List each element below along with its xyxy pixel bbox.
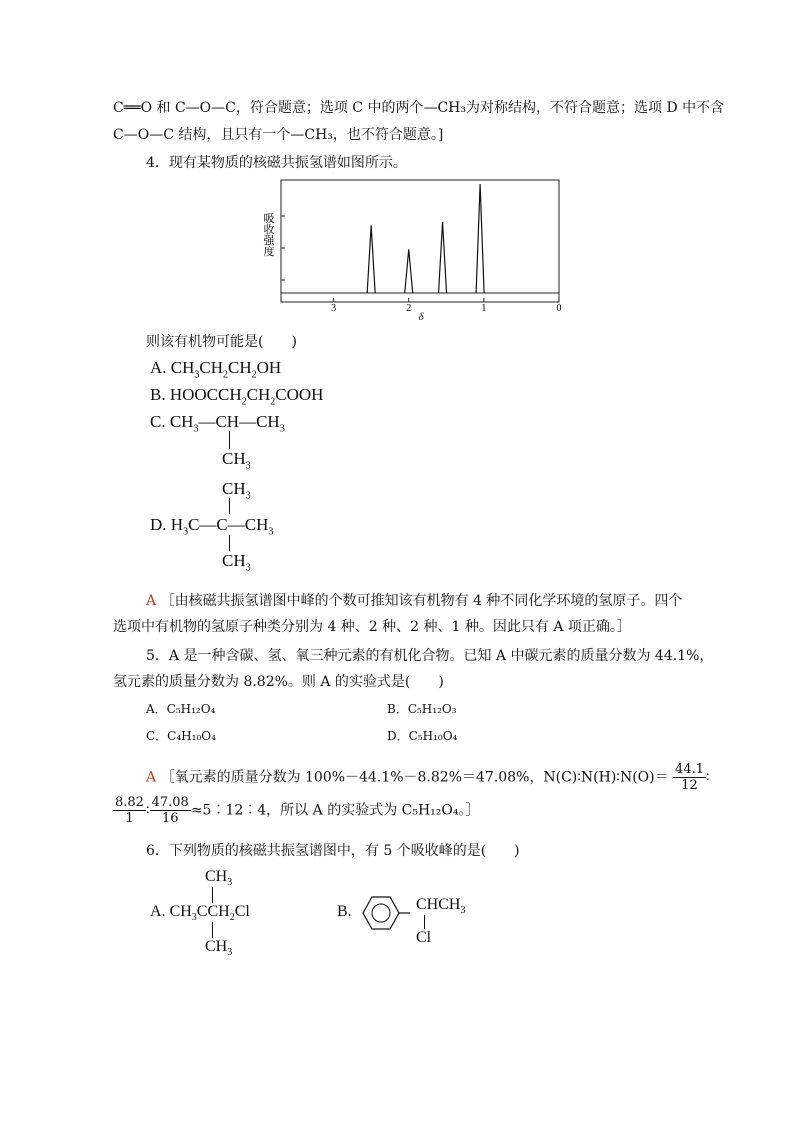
q6-a-bottom-bond: [212, 922, 213, 938]
spectrum-peak-1: [367, 225, 375, 293]
q5-option-c: C．C₄H₁₀O₄: [146, 729, 216, 743]
fraction-c-numerator: 44.1: [675, 762, 704, 777]
q4-option-b: B. $HOOCCH_2CH_2COOH$: [150, 385, 324, 408]
option-d-label: D.: [150, 515, 167, 534]
fraction-o-numerator: 47.08: [151, 795, 189, 810]
q4-option-a: A. $CH_3CH_2CH_2OH$: [150, 358, 282, 381]
q5-stem-line-1: 5．A 是一种含碳、氢、氧三种元素的有机化合物。已知 A 中碳元素的质量分数为 44.1%，: [146, 648, 714, 664]
q6-option-b-label: B.: [337, 903, 352, 920]
fraction-c: [673, 762, 706, 793]
x-tick-label: 1: [481, 303, 487, 314]
option-d-top-bond: [229, 498, 230, 514]
y-axis-label: 吸收强度: [263, 213, 275, 258]
fraction-o-denominator: 16: [161, 811, 179, 826]
q5-answer-text-2: ≈5∶12∶4，所以 A 的实验式为 C₅H₁₂O₄。］: [190, 802, 480, 819]
q6-option-a: A. $CH_3CCH_2Cl$: [150, 903, 250, 924]
q4-answer-line-1: [146, 590, 682, 610]
x-tick-label: 2: [406, 303, 412, 314]
fraction-h-numerator: 8.82: [115, 795, 144, 810]
chart-frame: [281, 180, 559, 302]
option-d-top-methyl: $CH_3$: [222, 479, 251, 502]
q5-answer-line-2: $\frac{8.82}{1}$ ∶ $\frac{47.08}{16}$ ≈5∶12∶4，所以 A 的实验式为 C₅H₁₂O₄。］: [115, 795, 480, 826]
option-b-label: B.: [150, 385, 166, 404]
x-tick-label: 0: [556, 303, 562, 314]
x-axis-label: δ: [418, 311, 424, 322]
q6-a-top-bond: [212, 887, 213, 903]
option-d-bottom-methyl: $CH_3$: [222, 551, 251, 574]
spectrum-peak-4: [476, 184, 484, 293]
q4-option-d: D. $H_3C—C—CH_3$: [150, 515, 274, 538]
q4-answer-letter: A: [146, 593, 157, 609]
q5-answer-letter: A: [146, 769, 157, 786]
spectrum-peak-3: [439, 222, 447, 293]
spectrum-peak-2: [405, 249, 413, 293]
fraction-o: [150, 795, 191, 826]
q6-b-bond: [424, 915, 425, 929]
q5-answer-text-1: ［氧元素的质量分数为 100%－44.1%－8.82%＝47.08%，N(C)∶N(H)∶N(O)＝: [160, 769, 669, 786]
nmr-spectrum-chart: [255, 172, 575, 322]
fraction-h-denominator: 1: [125, 811, 134, 826]
q4-stem: 4．现有某物质的核磁共振氢谱如图所示。: [146, 155, 407, 171]
fraction-h: [113, 795, 146, 826]
option-c-methyl: $CH_3$: [222, 449, 251, 472]
continuation-line-1: C══O 和 C—O—C，符合题意；选项 C 中的两个—CH₃为对称结构，不符合题意；选项 D 中不含: [113, 100, 725, 116]
q4-option-c: C. $CH_3—CH—CH_3$: [150, 412, 285, 435]
option-c-bond: [229, 431, 230, 449]
q6-option-a-label: A.: [150, 903, 166, 920]
q6-b-chlorine: Cl: [416, 929, 432, 946]
q5-option-d: D．C₅H₁₀O₄: [387, 729, 458, 743]
q6-stem: 6．下列物质的核磁共振氢谱图中，有 5 个吸收峰的是( ): [146, 843, 520, 859]
q4-answer-text-1: ［由核磁共振氢谱图中峰的个数可推知该有机物有 4 种不同化学环境的氢原子。四个: [160, 593, 683, 609]
q6-a-top-methyl: $CH_3$: [205, 868, 233, 889]
option-c-label: C.: [150, 412, 166, 431]
q4-ask: 则该有机物可能是( ): [146, 334, 297, 350]
q6-b-chain: $CHCH_3$: [416, 896, 466, 917]
q5-option-a: A．C₅H₁₂O₄: [146, 702, 216, 716]
q5-option-b: B．C₅H₁₂O₃: [387, 702, 457, 716]
q4-answer-line-2: 选项中有机物的氢原子种类分别为 4 种、2 种、2 种、1 种。因此只有 A 项正确。］: [113, 619, 631, 635]
continuation-line-2: C—O—C 结构，且只有一个—CH₃，也不符合题意。]: [113, 127, 444, 143]
option-a-label: A.: [150, 358, 167, 377]
q5-stem-line-2: 氢元素的质量分数为 8.82%。则 A 的实验式是( ): [113, 674, 444, 690]
x-tick-label: 3: [331, 303, 337, 314]
benzene-ring-icon: [360, 893, 410, 933]
q6-a-bottom-methyl: $CH_3$: [205, 938, 233, 959]
q5-answer-line-1: A ［氧元素的质量分数为 100%－44.1%－8.82%＝47.08%，N(C)∶N(H)∶N(O)＝ $\frac{44.1}{12}$ ∶: [146, 762, 710, 793]
fraction-c-denominator: 12: [681, 778, 698, 793]
option-d-bottom-bond: [229, 535, 230, 551]
